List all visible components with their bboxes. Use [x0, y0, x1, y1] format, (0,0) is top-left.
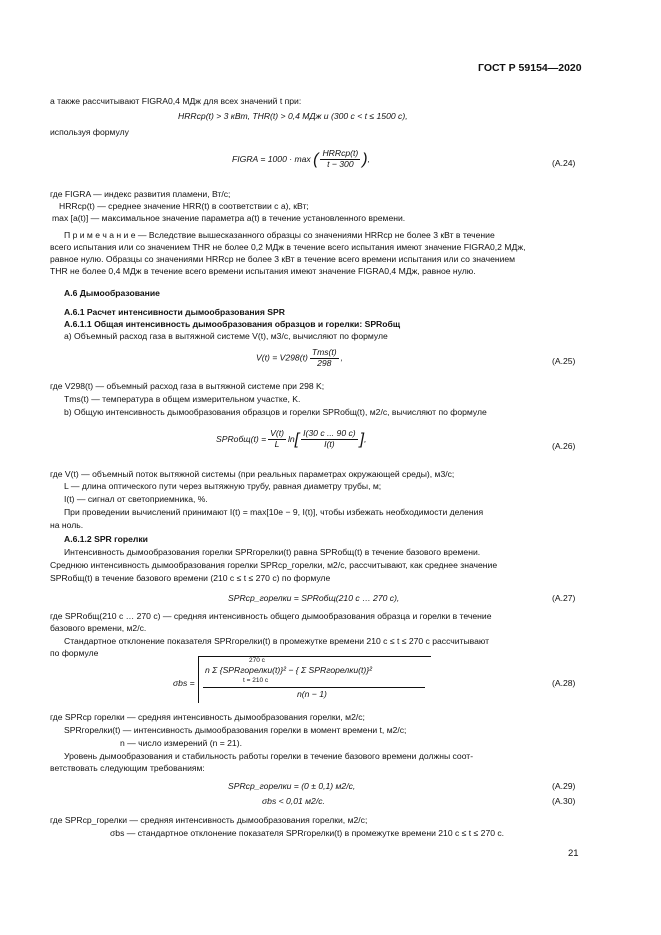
a28-fraction-bar: [203, 687, 425, 688]
a28-sum-bottom-limit: t = 210 с: [243, 677, 269, 684]
section-a612-title: А.6.1.2 SPR горелки: [64, 534, 148, 544]
a24-denominator: t − 300: [327, 159, 354, 170]
where24-line1: где FIGRA — индекс развития пламени, Вт/с;: [50, 189, 231, 199]
where28-line4: Уровень дымообразования и стабильность работы горелки в течение базового времени должны соот-: [64, 751, 474, 761]
where26-line3: I(t) — сигнал от светоприемника, %.: [64, 494, 208, 504]
a26-denominator2: I(t): [324, 439, 335, 450]
where27-line4: по формуле: [50, 648, 99, 658]
bracket-open: [: [294, 431, 300, 448]
a24-numerator: HRRср(t): [322, 148, 359, 159]
intro-line-formula: используя формулу: [50, 127, 129, 137]
where28-line3: n — число измерений (n = 21).: [120, 738, 242, 748]
note-line1: П р и м е ч а н и е — Вследствие вышесказанного образцы со значениями HRRср не более 3 кВт в течение: [64, 230, 495, 240]
a24-lhs: FIGRA = 1000 · max: [232, 153, 311, 164]
page-number: 21: [568, 848, 579, 859]
a612-para-line3: SPRобщ(t) в течение базового времени (210 с ≤ t ≤ 270 с) по формуле: [50, 573, 331, 583]
a28-denominator: n(n − 1): [297, 689, 327, 699]
where25-line1: где V298(t) — объемный расход газа в вытяжной системе при 298 K;: [50, 381, 325, 391]
a28-sqrt: [198, 656, 431, 703]
where30-line1: где SPRср_горелки — средняя интенсивность дымообразования горелки, м2/с;: [50, 815, 368, 825]
a24-fraction: [320, 149, 360, 170]
where26-line2: L — длина оптического пути через вытяжную трубу, равная диаметру трубы, м;: [64, 481, 382, 491]
where27-line2: базового времени, м2/с.: [50, 623, 147, 633]
eq-number-a25: (А.25): [552, 356, 576, 366]
section-a61-title: А.6.1 Расчет интенсивности дымообразования SPR: [64, 307, 285, 317]
formula-a29: SPRср_горелки = (0 ± 0,1) м2/с,: [228, 781, 356, 791]
where25-line3: b) Общую интенсивность дымообразования образцов и горелки SPRобщ(t), м2/с, вычисляют по формуле: [64, 407, 487, 417]
formula-a30: σbs < 0,01 м2/с.: [262, 796, 325, 806]
a25-lhs: V(t) = V298(t): [256, 352, 308, 363]
a26-denominator1: L: [274, 439, 280, 450]
where30-line2: σbs — стандартное отклонение показателя SPRгорелки(t) в промежутке времени 210 с ≤ t ≤ 270 с.: [110, 828, 505, 838]
a25-denominator: 298: [317, 357, 332, 368]
eq-number-a27: (А.27): [552, 593, 576, 603]
a28-numerator: n Σ {SPRгорелки(t)}² − { Σ SPRгорелки(t)}²: [205, 665, 372, 675]
formula-a25: V(t) = V298(t) $\frac{\text{Tms(t)}}{298}$ ,: [256, 347, 344, 368]
a26-numerator1: V(t): [270, 428, 284, 439]
where24-line3: max [a(t)] — максимальное значение параметра a(t) в течение установленного времени.: [52, 213, 406, 223]
eq-number-a28: (А.28): [552, 678, 576, 688]
section-a611-title: А.6.1.1 Общая интенсивность дымообразования образцов и горелки: SPRобщ: [64, 319, 401, 329]
where28-line5: ветствовать следующим требованиям:: [50, 763, 205, 773]
section-a6-title: А.6 Дымообразование: [64, 288, 160, 298]
a26-fraction2: [301, 429, 358, 450]
eq-number-a24: (А.24): [552, 158, 576, 168]
where26-line5: на ноль.: [50, 520, 84, 530]
where26-line4: При проведении вычислений принимают I(t) = max[10e − 9, I(t)], чтобы избежать необходимости деления: [64, 507, 484, 517]
a26-ln: ln: [287, 433, 295, 444]
where27-line3: Стандартное отклонение показателя SPRгорелки(t) в промежутке времени 210 с ≤ t ≤ 270 с рассчитывают: [64, 636, 490, 646]
note-line4: THR не более 0,4 МДж в течение всего времени испытания имеют значение FIGRA0,4 МДж, равное нулю.: [50, 266, 476, 276]
paren-open: (: [313, 151, 319, 168]
formula-a24: FIGRA = 1000 · max ( $\frac{\text{HRRср(t)}}{t - 300}$ ),: [232, 148, 370, 170]
where26-line1: где V(t) — объемный поток вытяжной системы (при реальных параметрах окружающей среды), м3/с;: [50, 469, 455, 479]
section-a611-item-a: а) Объемный расход газа в вытяжной системе V(t), м3/с, вычисляют по формуле: [64, 331, 388, 341]
a612-para-line1: Интенсивность дымообразования горелки SPRгорелки(t) равна SPRобщ(t) в течение базового времени.: [64, 547, 481, 557]
note-line2: всего испытания или со значением THR не более 0,2 МДж в течение всего испытания имеют значение FIGRA0,2 МДж,: [50, 242, 526, 252]
note-line3: равное нулю. Образцы со значениями HRRср не более 3 кВт в течение всего времени испытания или со значением: [50, 254, 516, 264]
where24-line2: HRRср(t) — среднее значение HRR(t) в соответствии с а), кВт;: [59, 201, 309, 211]
paren-close: ): [362, 151, 368, 168]
eq-number-a26: (А.26): [552, 441, 576, 451]
a25-numerator: Tms(t): [311, 347, 337, 357]
where28-line2: SPRгорелки(t) — интенсивность дымообразования горелки в момент времени t, м2/с;: [64, 725, 407, 735]
a25-fraction: [310, 348, 339, 369]
a612-para-line2: Среднюю интенсивность дымообразования горелки SPRср_горелки, м2/с, рассчитывают, как среднее значение: [50, 560, 498, 570]
intro-line: а также рассчитывают FIGRA0,4 МДж для всех значений t при:: [50, 96, 302, 106]
where28-line1: где SPRср горелки — средняя интенсивность дымообразования горелки, м2/с;: [50, 712, 365, 722]
a28-sum-top-limit: 270 с: [249, 657, 265, 664]
where25-line2: Tms(t) — температура в общем измерительном участке, K.: [64, 394, 301, 404]
a28-lhs: σbs =: [173, 678, 195, 688]
formula-a27: SPRср_горелки = SPRобщ(210 с … 270 с),: [228, 593, 400, 603]
formula-a26: SPRобщ(t) = $\frac{V(t)}{L}$ ln[ $\frac{I(30 с ... 90 с)}{I(t)}$ ],: [216, 428, 367, 450]
intro-condition: HRRср(t) > 3 кВт, THR(t) > 0,4 МДж и (300 с < t ≤ 1500 с),: [178, 111, 408, 121]
where27-line1: где SPRобщ(210 с … 270 с) — средняя интенсивность общего дымообразования образца и горелки в течение: [50, 611, 492, 621]
document-header: ГОСТ Р 59154—2020: [478, 62, 582, 74]
a26-numerator2: I(30 с ... 90 с): [303, 428, 356, 439]
a26-fraction1: [268, 429, 286, 450]
eq-number-a29: (А.29): [552, 781, 576, 791]
eq-number-a30: (А.30): [552, 796, 576, 806]
a26-lhs: SPRобщ(t) =: [216, 433, 267, 444]
bracket-close: ]: [359, 431, 365, 448]
